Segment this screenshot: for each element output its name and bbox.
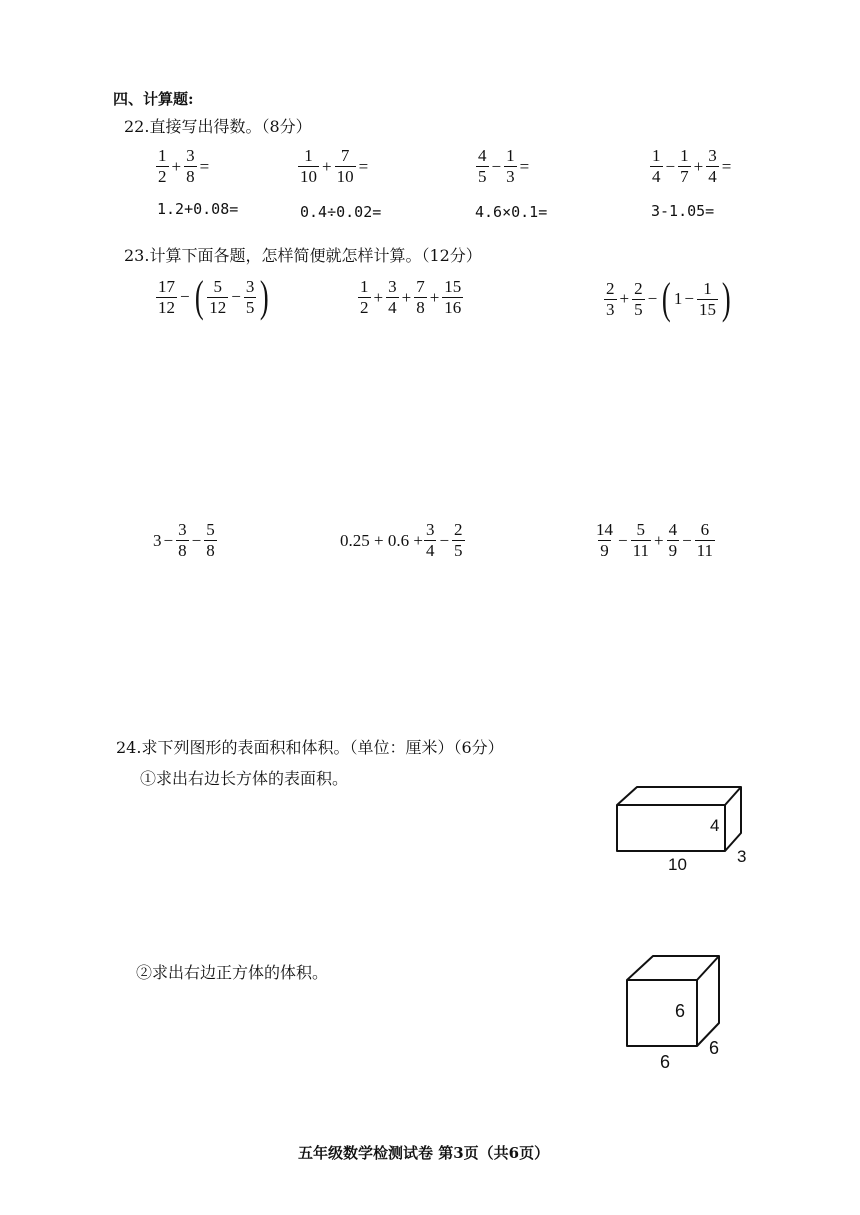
q22-decimal-1: 1.2+0.08= xyxy=(157,200,239,218)
q24-title: 24.求下列图形的表面积和体积。（单位：厘米）（6分） xyxy=(116,738,504,757)
fraction: $\frac{6}{11}$ xyxy=(696,520,714,560)
cube-length-label: 6 xyxy=(660,1052,671,1072)
fraction: $\frac{7}{8}$ xyxy=(416,277,425,317)
cuboid-front-face xyxy=(617,805,725,851)
fraction: $\frac{1}{3}$ xyxy=(506,146,515,186)
q22-decimal-2: 0.4÷0.02= xyxy=(300,203,382,221)
fraction: $\frac{4}{9}$ xyxy=(668,520,678,560)
fraction: $\frac{5}{8}$ xyxy=(206,520,215,560)
q22-decimal-3: 4.6×0.1= xyxy=(475,203,548,221)
fraction: $\frac{1}{10}$ xyxy=(300,146,317,186)
cuboid-height-label: 4 xyxy=(710,816,720,835)
cuboid-width-label: 3 xyxy=(737,847,747,866)
fraction: $\frac{7}{10}$ xyxy=(336,146,354,186)
cube-figure xyxy=(615,950,735,1075)
q22-decimal-4: 3-1.05= xyxy=(651,202,715,220)
fraction: $\frac{2}{5}$ xyxy=(634,278,643,319)
fraction: $\frac{5}{11}$ xyxy=(632,520,649,560)
fraction: $\frac{5}{12}$ xyxy=(209,276,227,317)
cube-width-label: 6 xyxy=(709,1038,720,1058)
q22-expr-4: $\frac{1}{4}$ − $\frac{1}{7}$ + $\frac{3}{4}$ = xyxy=(652,146,732,186)
q23-expr-6: $\frac{14}{9}$ − $\frac{5}{11}$ + $\frac{4}{9}$ − $\frac{6}{11}$ xyxy=(596,520,714,560)
fraction: $\frac{1}{2}$ xyxy=(158,146,167,186)
fraction: $\frac{1}{4}$ xyxy=(652,146,661,186)
q24-part1: ①求出右边长方体的表面积。 xyxy=(140,769,349,788)
q24-part2: ②求出右边正方体的体积。 xyxy=(136,963,329,982)
q22-expr-2: $\frac{1}{10}$ + $\frac{7}{10}$ = xyxy=(300,146,369,186)
cube-front-face xyxy=(627,980,697,1046)
fraction: $\frac{3}{8}$ xyxy=(186,146,195,186)
page-footer: 五年级数学检测试卷 第3页（共6页） xyxy=(298,1144,550,1162)
cuboid-top-face xyxy=(617,787,741,805)
fraction: $\frac{2}{5}$ xyxy=(454,520,463,560)
fraction: $\frac{1}{7}$ xyxy=(680,146,689,186)
q22-expr-3: $\frac{4}{5}$ − $\frac{1}{3}$ = xyxy=(478,146,530,186)
fraction: $\frac{14}{9}$ xyxy=(596,520,613,560)
fraction: $\frac{3}{4}$ xyxy=(425,520,435,560)
q23-expr-3: $\frac{2}{3}$ + $\frac{2}{5}$ − ( 1 − $\frac{1}{15}$ ) xyxy=(606,274,731,323)
q22-expr-1: $\frac{1}{2}$ + $\frac{3}{8}$ = xyxy=(158,146,210,186)
fraction: $\frac{3}{8}$ xyxy=(178,520,187,560)
cube-top-face xyxy=(627,956,719,980)
q23-expr-1: $\frac{17}{12}$ − ( $\frac{5}{12}$ − $\frac{3}{5}$ ) xyxy=(158,272,270,321)
q23-expr-4: 3 − $\frac{3}{8}$ − $\frac{5}{8}$ xyxy=(153,520,215,560)
cuboid-length-label: 10 xyxy=(668,855,687,874)
q22-title: 22.直接写出得数。（8分） xyxy=(124,117,312,136)
q23-title: 23.计算下面各题，怎样简便就怎样计算。（12分） xyxy=(124,246,482,265)
fraction: $\frac{3}{5}$ xyxy=(245,276,255,317)
fraction: $\frac{17}{12}$ xyxy=(158,276,175,317)
fraction: $\frac{15}{16}$ xyxy=(444,277,462,317)
fraction: $\frac{2}{3}$ xyxy=(606,278,615,319)
fraction: $\frac{3}{4}$ xyxy=(388,277,397,317)
cuboid-figure xyxy=(605,780,765,880)
cube-height-label: 6 xyxy=(675,1001,686,1021)
q23-expr-2: $\frac{1}{2}$ + $\frac{3}{4}$ + $\frac{7}{8}$ + $\frac{15}{16}$ xyxy=(360,277,462,317)
section-heading: 四、计算题: xyxy=(113,90,194,108)
q23-expr-5: 0.25 + 0.6 + $\frac{3}{4}$ − $\frac{2}{5}$ xyxy=(340,520,463,560)
fraction: $\frac{4}{5}$ xyxy=(478,146,487,186)
fraction: $\frac{1}{15}$ xyxy=(698,278,716,319)
cube-side-face xyxy=(697,956,719,1046)
fraction: $\frac{3}{4}$ xyxy=(708,146,717,186)
fraction: $\frac{1}{2}$ xyxy=(360,277,369,317)
